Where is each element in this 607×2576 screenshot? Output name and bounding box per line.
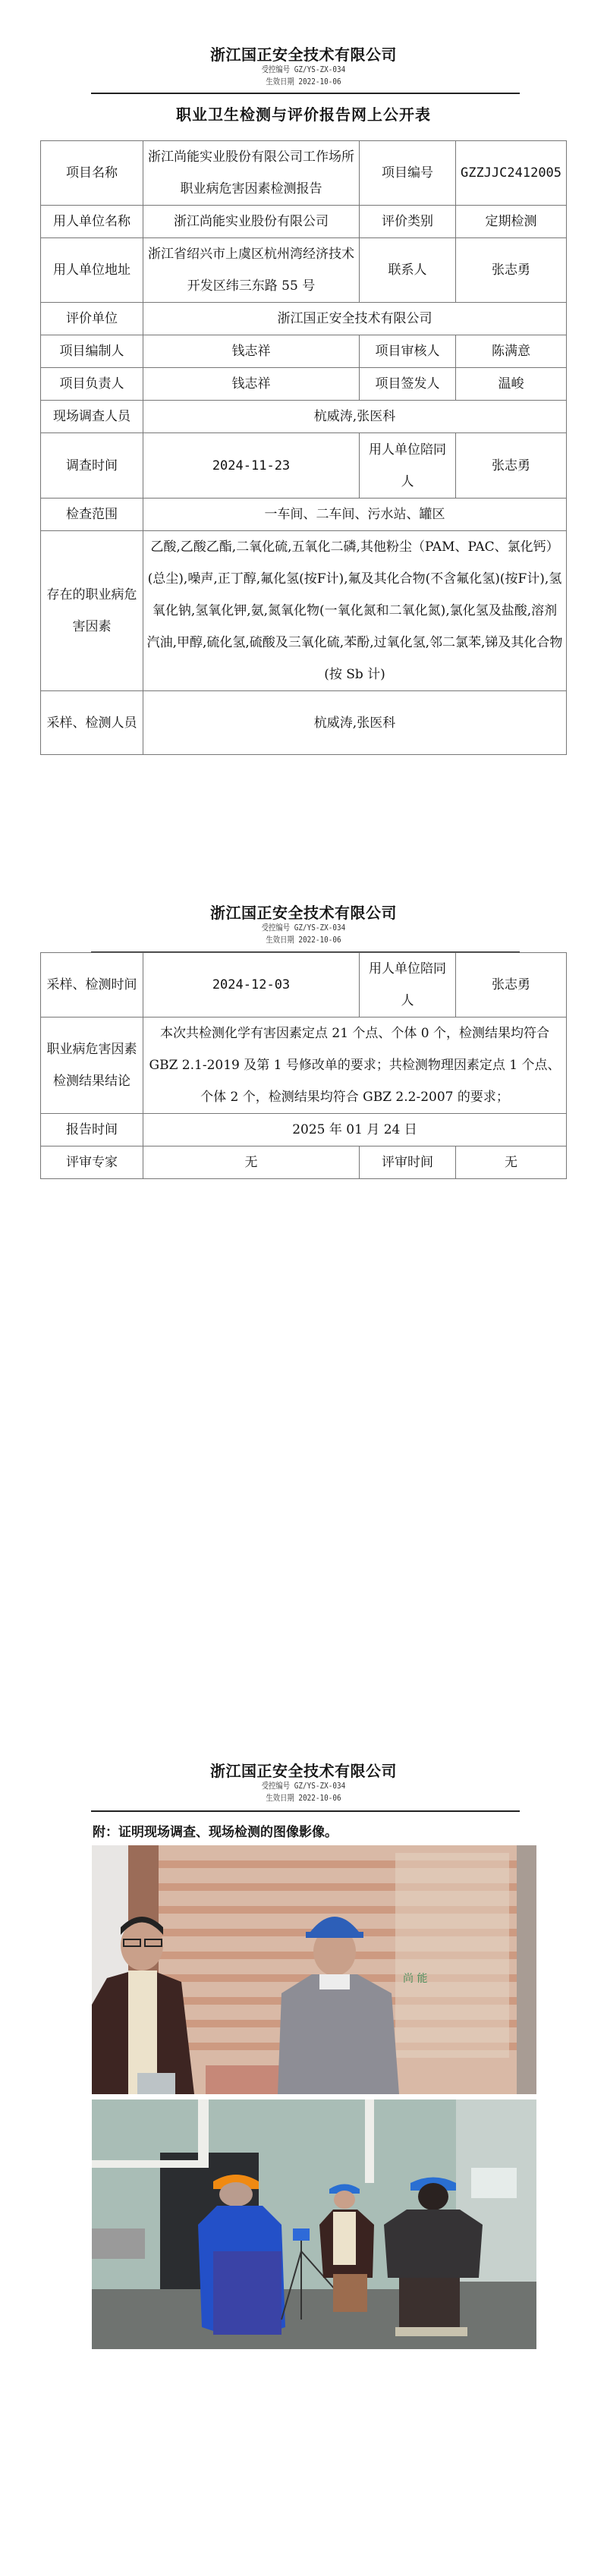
value-hazards: 乙酸,乙酸乙酯,二氧化硫,五氧化二磷,其他粉尘（PAM、PAC、氯化钙）(总尘),噪声,正丁醇,氟化氢(按F计),氟及其化合物(不含氟化氢)(按F计),氢氧化钠,氢氧化钾,氨,氮氧化物(一氧化氮和二氧化氮),氯化氢及盐酸,溶剂汽油,甲醇,硫化氢,硫酸及三氧化硫,苯酚,过氧化氢,邻二氯苯,锑及其化合物(按 Sb 计) [143,531,567,691]
control-number: 受控编号 GZ/YS-ZX-034 [261,1781,346,1791]
value-samplers: 杭威涛,张医科 [143,691,567,755]
svg-text:尚 能: 尚 能 [403,1973,428,1985]
value-accompany: 张志勇 [456,433,567,499]
company-name: 浙江国正安全技术有限公司 [210,904,397,922]
value-employer-address: 浙江省绍兴市上虞区杭州湾经济技术开发区纬三东路 55 号 [143,238,360,303]
site-survey-photo [92,1845,536,2094]
company-name: 浙江国正安全技术有限公司 [210,1762,397,1780]
header-divider [91,1810,520,1812]
value-employer-name: 浙江尚能实业股份有限公司 [143,206,360,238]
value-expert: 无 [143,1146,360,1179]
label-expert: 评审专家 [41,1146,143,1179]
label-compiler: 项目编制人 [41,335,143,368]
value-issuer: 温峻 [456,368,567,401]
label-hazards: 存在的职业病危害因素 [41,531,143,691]
disclosure-table-2 [40,952,567,1179]
value-investigators: 杭威涛,张医科 [143,401,567,433]
label-accompany: 用人单位陪同人 [360,953,456,1018]
label-reviewer: 项目审核人 [360,335,456,368]
label-contact: 联系人 [360,238,456,303]
company-name: 浙江国正安全技术有限公司 [210,46,397,64]
label-project-no: 项目编号 [360,141,456,206]
label-leader: 项目负责人 [41,368,143,401]
effective-date: 生效日期 2022-10-06 [266,1793,341,1803]
label-survey-time: 调查时间 [41,433,143,499]
site-survey-photo-image [92,1845,536,2094]
label-investigators: 现场调查人员 [41,401,143,433]
disclosure-table-1 [40,140,567,755]
value-survey-time: 2024-11-23 [143,433,360,499]
value-eval-type: 定期检测 [456,206,567,238]
value-sample-time: 2024-12-03 [143,953,360,1018]
site-inspection-photo [92,2099,536,2349]
page-title: 职业卫生检测与评价报告网上公开表 [176,105,431,124]
value-conclusion: 本次共检测化学有害因素定点 21 个点、个体 0 个，检测结果均符合 GBZ 2.1-2019 及第 1 号修改单的要求；共检测物理因素定点 1 个点、个体 2 个，检测结果均符合 GBZ 2.2-2007 的要求； [143,1018,567,1114]
control-number: 受控编号 GZ/YS-ZX-034 [261,923,346,933]
page1-header [0,46,607,88]
value-project-no: GZZJJC2412005 [456,141,567,206]
label-samplers: 采样、检测人员 [41,691,143,755]
label-review-time: 评审时间 [360,1146,456,1179]
label-accompany: 用人单位陪同人 [360,433,456,499]
label-employer-address: 用人单位地址 [41,238,143,303]
label-scope: 检查范围 [41,499,143,531]
label-report-time: 报告时间 [41,1114,143,1146]
value-reviewer: 陈满意 [456,335,567,368]
value-eval-unit: 浙江国正安全技术有限公司 [143,303,567,335]
page3-header [0,1762,607,1804]
label-sample-time: 采样、检测时间 [41,953,143,1018]
value-project-name: 浙江尚能实业股份有限公司工作场所职业病危害因素检测报告 [143,141,360,206]
header-divider [91,93,520,94]
label-eval-unit: 评价单位 [41,303,143,335]
label-conclusion: 职业病危害因素检测结果结论 [41,1018,143,1114]
value-review-time: 无 [456,1146,567,1179]
value-leader: 钱志祥 [143,368,360,401]
label-eval-type: 评价类别 [360,206,456,238]
site-inspection-photo-image [92,2099,536,2349]
label-employer-name: 用人单位名称 [41,206,143,238]
label-issuer: 项目签发人 [360,368,456,401]
value-scope: 一车间、二车间、污水站、罐区 [143,499,567,531]
value-contact: 张志勇 [456,238,567,303]
control-number: 受控编号 GZ/YS-ZX-034 [261,64,346,74]
value-compiler: 钱志祥 [143,335,360,368]
page2-header [0,904,607,946]
effective-date: 生效日期 2022-10-06 [266,935,341,945]
appendix-caption: 附：证明现场调查、现场检测的图像影像。 [93,1825,338,1840]
value-report-time: 2025 年 01 月 24 日 [143,1114,567,1146]
label-project-name: 项目名称 [41,141,143,206]
effective-date: 生效日期 2022-10-06 [266,77,341,86]
value-accompany: 张志勇 [456,953,567,1018]
